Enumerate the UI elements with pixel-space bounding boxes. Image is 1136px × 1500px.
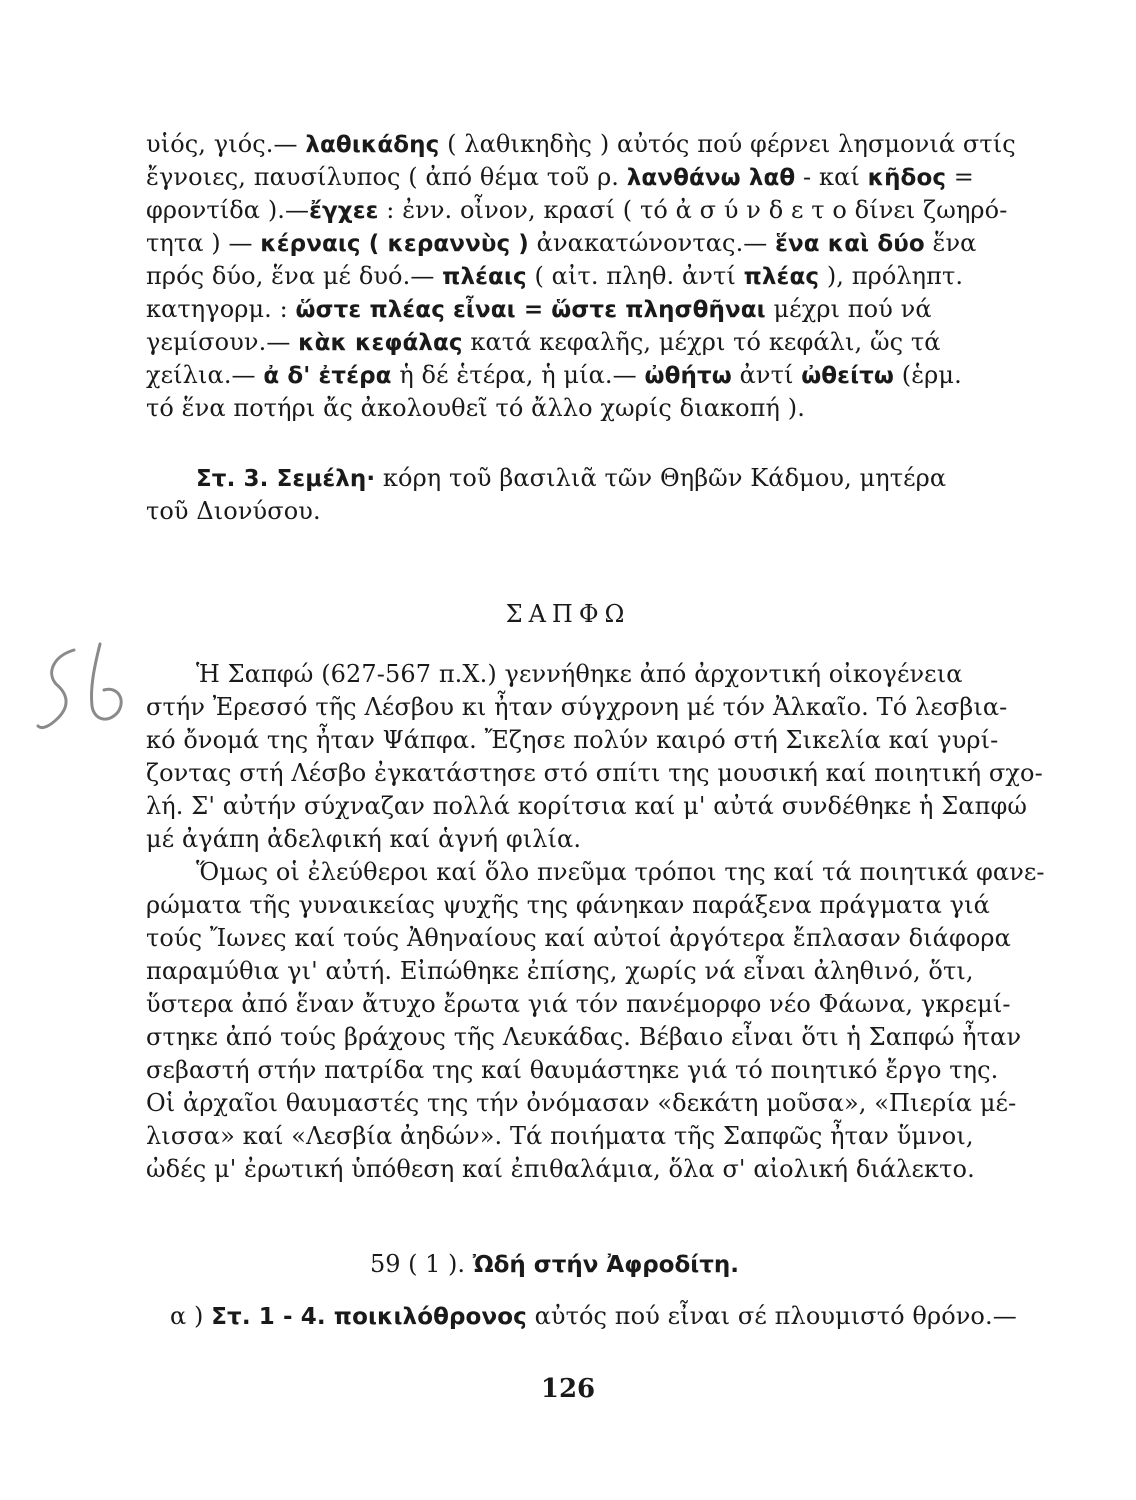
final-note (146, 1300, 1017, 1333)
biography-line: Ὅμως οἱ ἐλεύθεροι καί ὅλο πνεῦμα τρόποι της καί τά ποιητικά φανε- (196, 858, 1045, 886)
biography-line: λισσα» καί «Λεσβία ἀηδών». Τά ποιήματα τῆς Σαπφῶς ἦταν ὕμνοι, (146, 1122, 974, 1150)
poem-number: 59 ( 1 ). (370, 1250, 466, 1278)
biography-line: παραμύθια γι' αὐτή. Εἰπώθηκε ἐπίσης, χωρίς νά εἶναι ἀληθινό, ὅτι, (146, 957, 974, 985)
stanza3-line: Στ. 3. Σεμέλη· κόρη τοῦ βασιλιᾶ τῶν Θηβῶν Κάδμου, μητέρα (196, 464, 947, 492)
biography-line: ζοντας στή Λέσβο ἐγκατάστησε στό σπίτι της μουσική καί ποιητική σχο- (146, 759, 1043, 787)
handwritten-margin-note (34, 632, 134, 742)
biography-line: ὠδές μ' ἐρωτική ὑπόθεση καί ἐπιθαλάμια, ὅλα σ' αἰολική διάλεκτο. (146, 1155, 975, 1183)
glossary-line: πρός δύο, ἕνα μέ δυό.— πλέαις ( αἰτ. πληθ. ἀντί πλέας ), πρόληπτ. (146, 262, 964, 290)
poem-heading (370, 1250, 739, 1278)
final-note-line: α ) Στ. 1 - 4. ποικιλόθρονος αὐτός πού εἶναι σέ πλουμιστό θρόνο.— (170, 1302, 1017, 1330)
glossary-notes (146, 128, 1016, 425)
glossary-line: φροντίδα ).—ἔγχεε : ἐνν. οἶνον, κρασί ( τό ἀ σ ύ ν δ ε τ ο δίνει ζωηρό- (146, 196, 1008, 224)
page-number: 126 (540, 1374, 596, 1404)
stanza3-note (146, 462, 1008, 528)
biography-line: ρώματα τῆς γυναικείας ψυχῆς της φάνηκαν παράξενα πράγματα γιά (146, 891, 990, 919)
biography-line: μέ ἀγάπη ἀδελφική καί ἁγνή φιλία. (146, 825, 582, 853)
glossary-line: ἔγνοιες, παυσίλυπος ( ἀπό θέμα τοῦ ρ. λανθάνω λαθ - καί κῆδος = (146, 163, 975, 191)
biography-line: στηκε ἀπό τούς βράχους τῆς Λευκάδας. Βέβαιο εἶναι ὅτι ἡ Σαπφώ ἦταν (146, 1023, 1022, 1051)
section-heading: ΣΑΠΦΩ (505, 600, 631, 628)
biography-line: λή. Σ' αὐτήν σύχναζαν πολλά κορίτσια καί μ' αὐτά συνδέθηκε ἡ Σαπφώ (146, 792, 1028, 820)
stanza3-line: τοῦ Διονύσου. (146, 497, 321, 525)
biography-line: στήν Ἐρεσσό τῆς Λέσβου κι ἦταν σύγχρονη μέ τόν Ἀλκαῖο. Τό λεσβια- (146, 693, 1008, 721)
biography-line: σεβαστή στήν πατρίδα της καί θαυμάστηκε γιά τό ποιητικό ἔργο της. (146, 1056, 999, 1084)
biography-line: Ἡ Σαπφώ (627-567 π.Χ.) γεννήθηκε ἀπό ἀρχοντική οἰκογένεια (196, 660, 963, 688)
biography-line: κό ὄνομά της ἦταν Ψάπφα. Ἔζησε πολύν καιρό στή Σικελία καί γυρί- (146, 726, 999, 754)
glossary-line: τητα ) — κέρναις ( κεραννὺς ) ἀνακατώνοντας.— ἕνα καὶ δύο ἕνα (146, 229, 977, 257)
glossary-line: τό ἕνα ποτήρι ἄς ἀκολουθεῖ τό ἄλλο χωρίς διακοπή ). (146, 394, 805, 422)
biography (146, 658, 1045, 1186)
poem-title: Ὠδή στήν Ἀφροδίτη. (472, 1252, 740, 1278)
biography-line: τούς Ἴωνες καί τούς Ἀθηναίους καί αὐτοί ἀργότερα ἔπλασαν διάφορα (146, 924, 1011, 952)
glossary-line: γεμίσουν.— κὰκ κεφάλας κατά κεφαλῆς, μέχρι τό κεφάλι, ὥς τά (146, 328, 941, 356)
glossary-line: κατηγορμ. : ὥστε πλέας εἶναι = ὥστε πλησθῆναι μέχρι πού νά (146, 295, 932, 323)
stanza3-label: Στ. 3. Σεμέλη· (196, 466, 376, 492)
biography-line: ὕστερα ἀπό ἕναν ἄτυχο ἔρωτα γιά τόν πανέμορφο νέο Φάωνα, γκρεμί- (146, 990, 1011, 1018)
glossary-line: χείλια.— ἀ δ' ἐτέρα ἡ δέ ἑτέρα, ἡ μία.— ὠθήτω ἀντί ὠθείτω (ἑρμ. (146, 361, 962, 389)
biography-line: Οἱ ἀρχαῖοι θαυμαστές της τήν ὀνόμασαν «δεκάτη μοῦσα», «Πιερία μέ- (146, 1089, 1017, 1117)
glossary-line: υἱός, γιός.— λαθικάδης ( λαθικηδὴς ) αὐτός πού φέρνει λησμονιά στίς (146, 130, 1016, 158)
